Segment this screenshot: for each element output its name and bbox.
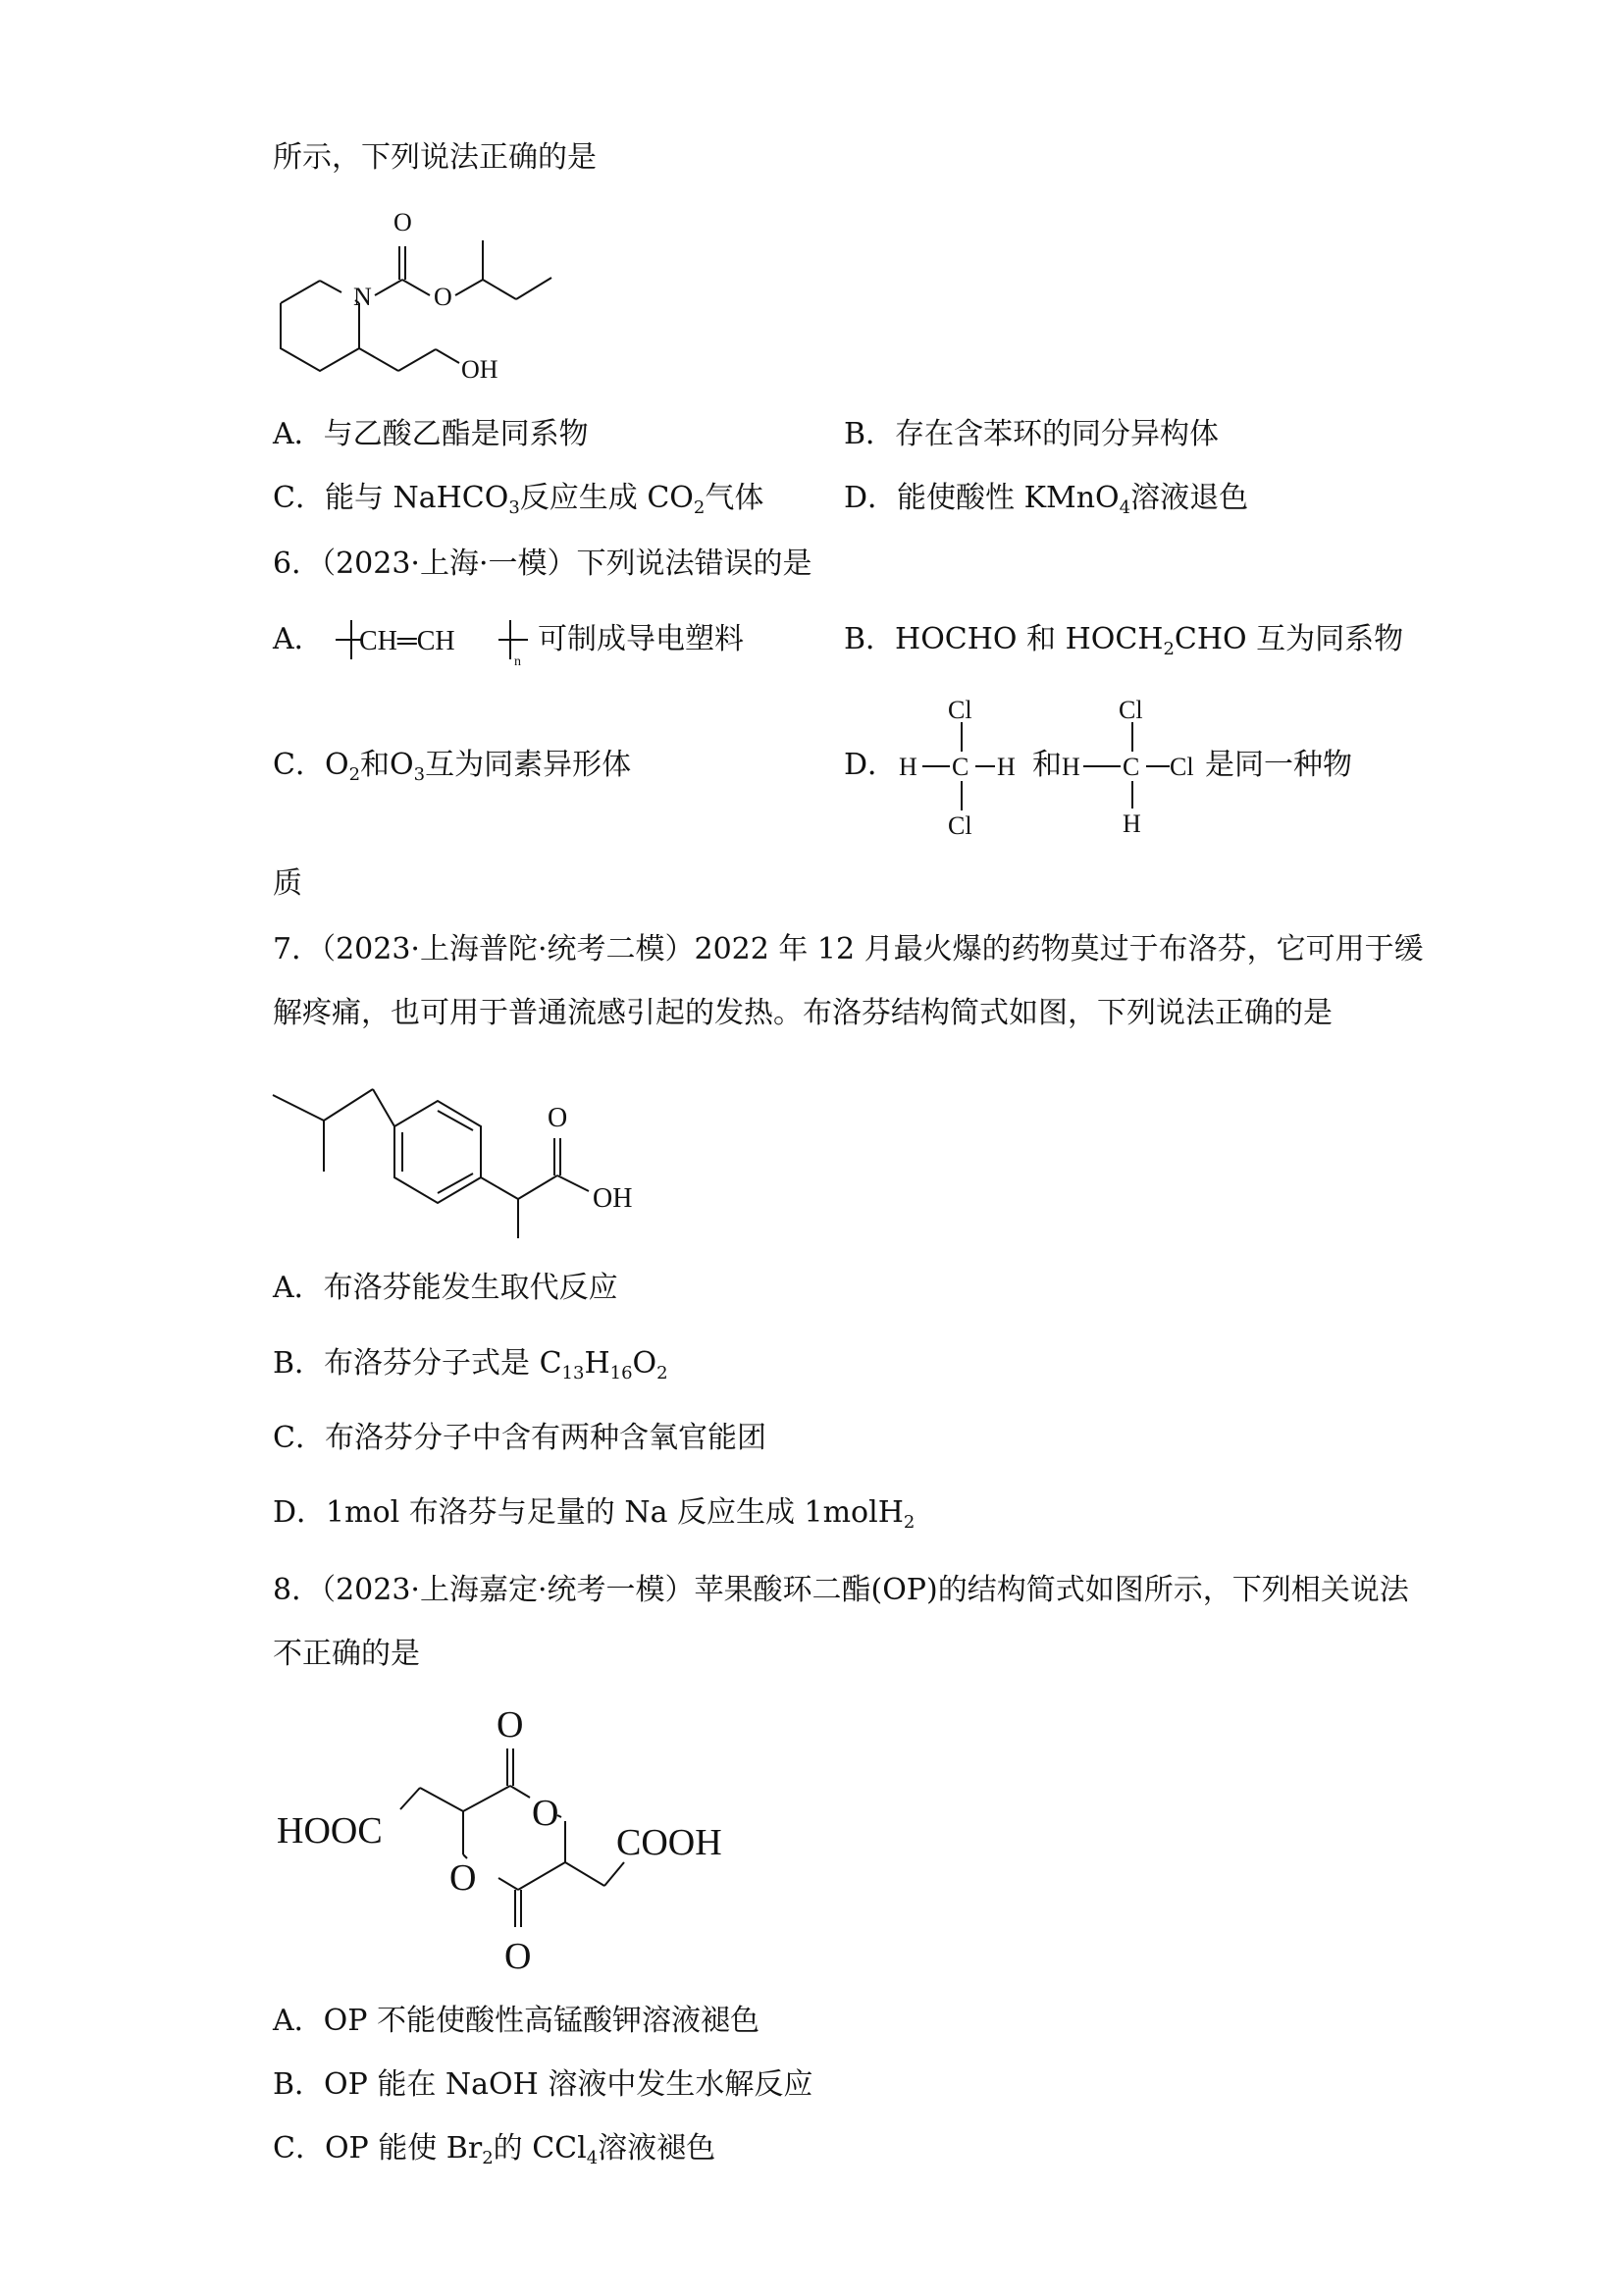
q7-oh-label: OH xyxy=(593,1183,633,1214)
q5-o-carbonyl-label: O xyxy=(393,208,412,236)
d1-right: H xyxy=(997,753,1016,781)
q5-stem-tail: 所示，下列说法正确的是 xyxy=(273,140,597,175)
q8-option-c: C．OP 能使 $Br_2$的 CCl$_4$溶液褪色 xyxy=(273,2131,716,2168)
q7-option-b: B．布洛芬分子式是 $C_{13}H_{16}O_2$ xyxy=(273,1346,668,1383)
q7-option-d: D．1mol 布洛芬与足量的 Na 反应生成 1molH$_2$ xyxy=(273,1495,916,1533)
q6-option-d-label: D． xyxy=(844,748,898,782)
q6-option-d-wrap: 质 xyxy=(273,866,302,901)
q5-molecule-structure xyxy=(265,201,589,397)
q6-option-a-text: 可制成导电塑料 xyxy=(538,622,744,656)
q5-option-b: B．存在含苯环的同分异构体 xyxy=(844,417,1220,451)
q8-stem-line2: 不正确的是 xyxy=(273,1637,420,1671)
q6-option-d-tail: 是同一种物 xyxy=(1205,748,1352,782)
q7-stem-line2: 解疼痛，也可用于普通流感引起的发热。布洛芬结构简式如图，下列说法正确的是 xyxy=(273,996,1333,1030)
q8-op-structure xyxy=(273,1697,783,1982)
q6-option-a-label: A． xyxy=(273,622,324,656)
q7-ibuprofen-structure xyxy=(265,1070,736,1256)
q6-option-c: C．$O_2$和$O_3$互为同素异形体 xyxy=(273,748,632,785)
q8-hooc: HOOC xyxy=(277,1810,383,1852)
q6-option-d-and: 和 xyxy=(1032,748,1062,782)
q6-dichloromethane-structure-1 xyxy=(893,687,1030,844)
q6-polymer-unit: CH═CH xyxy=(359,626,455,656)
d1-left: H xyxy=(899,753,917,781)
q8-o-bottom: O xyxy=(504,1936,532,1977)
q8-o-ring-right: O xyxy=(532,1793,559,1834)
q5-o-ester-label: O xyxy=(434,283,452,311)
q8-cooh: COOH xyxy=(616,1822,722,1863)
d2-top: Cl xyxy=(1119,696,1143,724)
q6-polymer-n: n xyxy=(514,654,521,669)
d2-left: H xyxy=(1062,753,1080,781)
q8-option-b: B．OP 能在 NaOH 溶液中发生水解反应 xyxy=(273,2067,813,2102)
q7-o-label: O xyxy=(548,1103,568,1133)
d2-center: C xyxy=(1123,753,1140,781)
q5-option-a: A．与乙酸乙酯是同系物 xyxy=(273,417,589,451)
q5-option-c: C．能与 NaHCO$_3$反应生成 $CO_2$气体 xyxy=(273,481,764,518)
q8-option-a: A．OP 不能使酸性高锰酸钾溶液褪色 xyxy=(273,2004,759,2038)
d2-right: Cl xyxy=(1170,753,1194,781)
q5-n-label: N xyxy=(353,283,372,311)
d1-top: Cl xyxy=(948,696,972,724)
q6-stem: 6．（2023·上海·一模）下列说法错误的是 xyxy=(273,547,812,581)
q8-o-top: O xyxy=(497,1704,524,1746)
q8-o-ring-left: O xyxy=(449,1857,477,1899)
q7-option-a: A．布洛芬能发生取代反应 xyxy=(273,1271,618,1305)
d1-center: C xyxy=(952,753,969,781)
q5-option-d: D．能使酸性 KMnO$_4$溶液退色 xyxy=(844,481,1249,518)
d2-bottom: H xyxy=(1123,809,1141,838)
q6-dichloromethane-structure-2 xyxy=(1060,687,1207,844)
q7-stem-line1: 7．（2023·上海普陀·统考二模）2022 年 12 月最火爆的药物莫过于布洛芬，它可用于缓 xyxy=(273,932,1424,966)
q6-polyacetylene-structure xyxy=(332,610,538,669)
q6-option-b: B．HOCHO 和 $HOCH_2CHO$ 互为同系物 xyxy=(844,622,1404,659)
q7-option-c: C．布洛芬分子中含有两种含氧官能团 xyxy=(273,1421,766,1455)
q8-stem-line1: 8．（2023·上海嘉定·统考一模）苹果酸环二酯(OP)的结构简式如图所示，下列相关说法 xyxy=(273,1573,1409,1607)
q5-oh-label: OH xyxy=(461,355,498,384)
d1-bottom: Cl xyxy=(948,811,972,840)
